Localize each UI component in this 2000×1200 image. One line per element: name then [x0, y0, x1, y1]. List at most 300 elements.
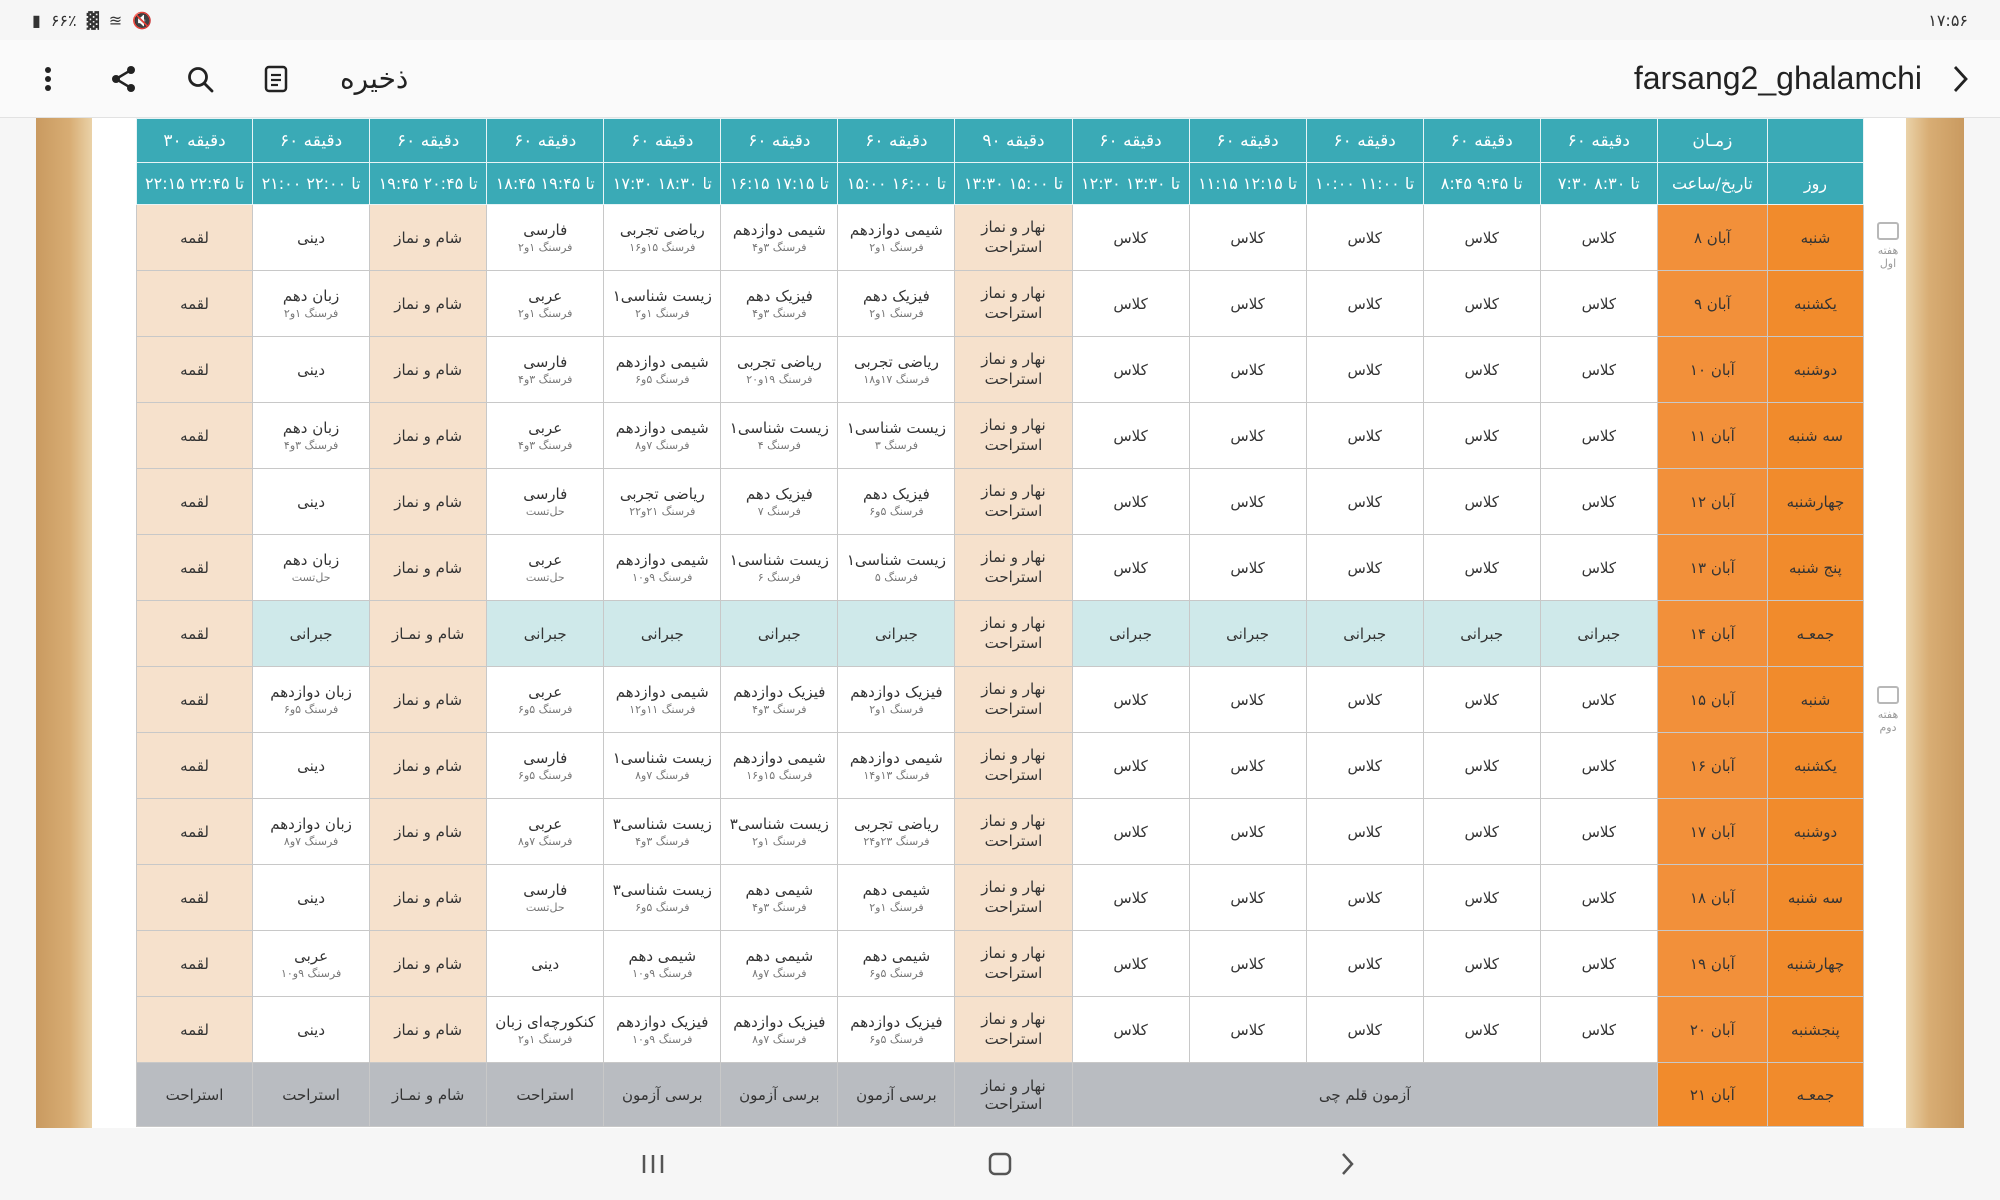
subject-note: فرسنگ ۳و۴ — [635, 835, 690, 848]
day-cell: دوشنبه — [1767, 799, 1863, 865]
subject-note: فرسنگ ۷و۸ — [518, 835, 573, 848]
class-cell: کلاس — [1540, 733, 1657, 799]
subject-note: فرسنگ ۱و۲ — [869, 703, 924, 716]
subject-label: شیمی دوازدهم — [615, 353, 709, 371]
status-icons — [32, 11, 152, 30]
class-cell: کلاس — [1189, 997, 1306, 1063]
class-cell: کلاس — [1540, 667, 1657, 733]
subject-label: عربی — [528, 683, 563, 701]
class-cell: جبرانی — [1306, 601, 1423, 667]
header-duration-cell: ۶۰ دقیقه — [370, 119, 487, 163]
lunch-cell: نهار و نماز استراحت — [955, 337, 1072, 403]
schedule-row — [137, 997, 1864, 1063]
study-slot-cell — [604, 271, 721, 337]
header-time-cell: ۱۷:۳۰ تا ۱۸:۳۰ — [604, 163, 721, 205]
share-icon[interactable] — [104, 59, 144, 99]
lunch-cell: نهار و نماز استراحت — [955, 931, 1072, 997]
study-slot-cell — [487, 865, 604, 931]
subject-note: فرسنگ ۲۱و۲۲ — [629, 505, 696, 518]
toolbar — [0, 40, 2000, 118]
dinner-cell: شام و نماز — [370, 931, 487, 997]
clock: ۱۷:۵۶ — [1928, 10, 1968, 30]
header-time-cell: ۸:۴۵ تا ۹:۴۵ — [1423, 163, 1540, 205]
study-slot-cell — [604, 733, 721, 799]
subject-label: زیست شناسی۳ — [729, 815, 829, 833]
schedule-row — [137, 205, 1864, 271]
more-options-icon[interactable] — [28, 59, 68, 99]
class-cell: کلاس — [1423, 403, 1540, 469]
wifi-icon: ≊ — [108, 10, 123, 30]
header-duration-cell: ۶۰ دقیقه — [1306, 119, 1423, 163]
subject-label: فیزیک دوازدهم — [616, 1013, 709, 1031]
subject-note: فرسنگ ۹و۱۰ — [280, 967, 342, 980]
subject-note: فرسنگ ۵و۶ — [518, 769, 573, 782]
day-cell: چهارشنبه — [1767, 469, 1863, 535]
subject-note: فرسنگ ۷و۸ — [752, 967, 807, 980]
subject-note: فرسنگ ۹و۱۰ — [632, 571, 693, 584]
study-slot-cell — [487, 733, 604, 799]
class-cell: جبرانی — [1072, 601, 1189, 667]
subject-note: فرسنگ ۱و۲ — [518, 1033, 573, 1046]
class-cell: جبرانی — [1423, 601, 1540, 667]
subject-note: حل‌تست — [525, 571, 565, 584]
date-cell: ۸ آبان — [1657, 205, 1767, 271]
header-time-cell: ۱۶:۱۵ تا ۱۷:۱۵ — [721, 163, 838, 205]
study-slot-cell — [253, 403, 370, 469]
study-slot-cell — [253, 733, 370, 799]
subject-label: شیمی دهم — [862, 881, 931, 899]
lunch-cell: نهار و نماز استراحت — [955, 1063, 1072, 1127]
schedule-row — [137, 271, 1864, 337]
back-button[interactable] — [1327, 1144, 1367, 1184]
date-cell: ۱۸ آبان — [1657, 865, 1767, 931]
date-cell: ۱۱ آبان — [1657, 403, 1767, 469]
snack-cell: لقمه — [137, 403, 253, 469]
class-cell: کلاس — [1189, 535, 1306, 601]
study-slot-cell — [838, 931, 955, 997]
review-cell: برسی آزمون — [838, 1063, 955, 1127]
class-cell: کلاس — [1072, 931, 1189, 997]
study-slot-cell — [838, 733, 955, 799]
study-slot-cell — [253, 601, 370, 667]
subject-note: فرسنگ ۱۳و۱۴ — [863, 769, 930, 782]
study-slot-cell — [838, 469, 955, 535]
schedule-row — [137, 601, 1864, 667]
study-slot-cell — [604, 997, 721, 1063]
subject-label: فیزیک دهم — [862, 485, 930, 503]
day-cell: شنبه — [1767, 205, 1863, 271]
dinner-cell: شام و نماز — [370, 337, 487, 403]
calendar-icon — [1877, 222, 1899, 240]
subject-label: دینی — [297, 492, 326, 511]
subject-note: فرسنگ ۷و۸ — [283, 835, 339, 848]
study-slot-cell — [838, 403, 955, 469]
study-slot-cell — [721, 469, 838, 535]
subject-note: فرسنگ ۵و۶ — [869, 967, 924, 980]
study-slot-cell — [487, 271, 604, 337]
header-duration-cell: ۶۰ دقیقه — [1540, 119, 1657, 163]
subject-label: شیمی دوازدهم — [732, 221, 826, 239]
class-cell: کلاس — [1306, 469, 1423, 535]
study-slot-cell — [838, 601, 955, 667]
lunch-cell: نهار و نماز استراحت — [955, 997, 1072, 1063]
study-slot-cell — [604, 403, 721, 469]
snack-cell: لقمه — [137, 799, 253, 865]
subject-note: فرسنگ ۳و۴ — [752, 703, 807, 716]
document-title: farsang2_ghalamchi — [1633, 60, 1922, 96]
home-button[interactable] — [980, 1144, 1020, 1184]
dinner-cell: شام و نماز — [370, 271, 487, 337]
study-slot-cell — [487, 469, 604, 535]
study-slot-cell — [253, 271, 370, 337]
battery-level: ۶۶٪ — [50, 10, 77, 30]
save-button[interactable]: ذخیره — [340, 62, 409, 95]
subject-label: شیمی دهم — [628, 947, 697, 965]
class-cell: کلاس — [1540, 271, 1657, 337]
subject-note: حل‌تست — [525, 505, 565, 518]
header-duration-cell: ۶۰ دقیقه — [1423, 119, 1540, 163]
header-time-cell: ۷:۳۰ تا ۸:۳۰ — [1540, 163, 1657, 205]
study-slot-cell — [604, 469, 721, 535]
header-duration-cell — [1767, 119, 1863, 163]
class-cell: کلاس — [1540, 799, 1657, 865]
class-cell: کلاس — [1072, 799, 1189, 865]
class-cell: کلاس — [1423, 271, 1540, 337]
status-bar — [0, 0, 2000, 40]
week-1-label: هفته اول — [1868, 222, 1908, 270]
class-cell: کلاس — [1423, 667, 1540, 733]
study-slot-cell — [253, 997, 370, 1063]
study-slot-cell — [253, 535, 370, 601]
subject-label: فیزیک دوازدهم — [733, 1013, 826, 1031]
header-duration-cell: ۳۰ دقیقه — [137, 119, 253, 163]
study-slot-cell — [604, 205, 721, 271]
date-cell: ۱۹ آبان — [1657, 931, 1767, 997]
header-time-cell: ۱۸:۴۵ تا ۱۹:۴۵ — [487, 163, 604, 205]
study-slot-cell — [604, 865, 721, 931]
class-cell: کلاس — [1072, 469, 1189, 535]
date-cell: ۲۰ آبان — [1657, 997, 1767, 1063]
subject-note: فرسنگ ۵ — [874, 571, 918, 584]
dinner-cell: شام و نماز — [370, 205, 487, 271]
header-duration-cell: ۹۰ دقیقه — [955, 119, 1072, 163]
chevron-right-icon[interactable] — [1940, 59, 1980, 99]
class-cell: کلاس — [1540, 865, 1657, 931]
subject-note: فرسنگ ۵و۶ — [635, 901, 690, 914]
study-slot-cell — [838, 535, 955, 601]
class-cell: کلاس — [1189, 337, 1306, 403]
class-cell: کلاس — [1540, 469, 1657, 535]
class-cell: کلاس — [1072, 271, 1189, 337]
mute-icon: 🔇 — [132, 10, 153, 30]
study-slot-cell — [721, 667, 838, 733]
subject-label: شیمی دوازدهم — [615, 683, 709, 701]
recent-apps-button[interactable] — [633, 1144, 673, 1184]
subject-note: فرسنگ ۳و۴ — [752, 241, 807, 254]
study-slot-cell — [253, 799, 370, 865]
class-cell: کلاس — [1423, 469, 1540, 535]
week-2-label: هفته دوم — [1868, 686, 1908, 734]
class-cell: کلاس — [1189, 733, 1306, 799]
day-cell: یکشنبه — [1767, 733, 1863, 799]
study-slot-cell — [721, 337, 838, 403]
schedule-row — [137, 337, 1864, 403]
subject-note: حل‌تست — [525, 901, 565, 914]
lunch-cell: نهار و نماز استراحت — [955, 403, 1072, 469]
subject-label: کنکورچه‌ای زبان — [495, 1013, 596, 1031]
snack-cell: لقمه — [137, 733, 253, 799]
subject-note: فرسنگ ۱و۲ — [635, 307, 690, 320]
study-slot-cell — [838, 337, 955, 403]
date-cell: ۱۰ آبان — [1657, 337, 1767, 403]
signal-icon: ▓ — [86, 10, 99, 30]
study-slot-cell — [487, 931, 604, 997]
subject-label: ریاضی تجربی — [854, 815, 939, 833]
subject-note: فرسنگ ۱و۲ — [518, 307, 573, 320]
subject-label: زیست شناسی۱ — [729, 419, 829, 437]
header-time-cell: ۱۵:۰۰ تا ۱۶:۰۰ — [838, 163, 955, 205]
review-cell: برسی آزمون — [604, 1063, 721, 1127]
study-slot-cell — [721, 535, 838, 601]
header-time-cell: ۱۳:۳۰ تا ۱۵:۰۰ — [955, 163, 1072, 205]
navigation-bar — [0, 1128, 2000, 1200]
class-cell: کلاس — [1072, 337, 1189, 403]
subject-label: ریاضی تجربی — [619, 485, 705, 503]
subject-label: ریاضی تجربی — [854, 353, 939, 371]
study-slot-cell — [487, 205, 604, 271]
dinner-cell: شام و نمـاز — [370, 1063, 487, 1127]
subject-note: فرسنگ ۳و۴ — [752, 901, 807, 914]
header-duration-cell: ۶۰ دقیقه — [604, 119, 721, 163]
class-cell: کلاس — [1189, 271, 1306, 337]
class-cell: کلاس — [1540, 997, 1657, 1063]
date-cell: ۱۲ آبان — [1657, 469, 1767, 535]
subject-note: فرسنگ ۱۵و۱۶ — [629, 241, 696, 254]
day-cell: چهارشنبه — [1767, 931, 1863, 997]
snack-cell: لقمه — [137, 865, 253, 931]
header-time-cell: ۱۹:۴۵ تا ۲۰:۴۵ — [370, 163, 487, 205]
study-slot-cell — [604, 667, 721, 733]
class-cell: کلاس — [1423, 931, 1540, 997]
class-cell: کلاس — [1189, 205, 1306, 271]
lunch-cell: نهار و نماز استراحت — [955, 601, 1072, 667]
snack-cell: لقمه — [137, 469, 253, 535]
header-duration-cell: زمـان — [1657, 119, 1767, 163]
snack-cell: لقمه — [137, 535, 253, 601]
date-cell: ۱۵ آبان — [1657, 667, 1767, 733]
date-cell: ۱۴ آبان — [1657, 601, 1767, 667]
header-time-cell: روز — [1767, 163, 1863, 205]
subject-label: شیمی دهم — [862, 947, 931, 965]
subject-note: فرسنگ ۵و۶ — [518, 703, 573, 716]
day-cell: یکشنبه — [1767, 271, 1863, 337]
lunch-cell: نهار و نماز استراحت — [955, 205, 1072, 271]
class-cell: جبرانی — [1189, 601, 1306, 667]
study-slot-cell — [487, 997, 604, 1063]
subject-note: فرسنگ ۱۷و۱۸ — [863, 373, 930, 386]
day-cell: جمعـه — [1767, 1063, 1863, 1127]
snack-cell: لقمه — [137, 667, 253, 733]
dinner-cell: شام و نماز — [370, 403, 487, 469]
subject-label: زیست شناسی۳ — [612, 815, 712, 833]
class-cell: کلاس — [1189, 931, 1306, 997]
subject-label: دینی — [297, 1020, 326, 1039]
subject-note: فرسنگ ۴ — [757, 439, 801, 452]
class-cell: کلاس — [1423, 799, 1540, 865]
class-cell: کلاس — [1072, 667, 1189, 733]
day-cell: سه شنبه — [1767, 403, 1863, 469]
date-cell: ۱۳ آبان — [1657, 535, 1767, 601]
date-cell: ۱۷ آبان — [1657, 799, 1767, 865]
subject-label: زبان دهم — [282, 419, 340, 437]
dinner-cell: شام و نماز — [370, 799, 487, 865]
class-cell: کلاس — [1072, 733, 1189, 799]
subject-note: فرسنگ ۵و۶ — [635, 373, 690, 386]
class-cell: کلاس — [1423, 997, 1540, 1063]
day-cell: دوشنبه — [1767, 337, 1863, 403]
subject-label: شیمی دوازدهم — [732, 749, 826, 767]
review-cell: برسی آزمون — [721, 1063, 838, 1127]
subject-label: شیمی دوازدهم — [615, 551, 709, 569]
header-duration-row — [137, 119, 1864, 163]
subject-label: فیزیک دوازدهم — [850, 1013, 943, 1031]
schedule-row — [137, 865, 1864, 931]
header-duration-cell: ۶۰ دقیقه — [838, 119, 955, 163]
calendar-icon — [1877, 686, 1899, 704]
subject-note: فرسنگ ۱۱و۱۲ — [629, 703, 696, 716]
study-slot-cell — [253, 931, 370, 997]
subject-note: فرسنگ ۹و۱۰ — [632, 1033, 693, 1046]
subject-label: عربی — [528, 551, 563, 569]
class-cell: کلاس — [1540, 535, 1657, 601]
header-time-cell: تاریخ/ساعت — [1657, 163, 1767, 205]
subject-note: فرسنگ ۳و۴ — [283, 439, 339, 452]
study-slot-cell — [487, 337, 604, 403]
day-cell: شنبه — [1767, 667, 1863, 733]
subject-label: زیست شناسی۱ — [729, 551, 829, 569]
snack-cell: لقمه — [137, 271, 253, 337]
exam-cell: آزمون قلم چی — [1072, 1063, 1657, 1127]
class-cell: کلاس — [1072, 205, 1189, 271]
header-time-cell: ۱۲:۳۰ تا ۱۳:۳۰ — [1072, 163, 1189, 205]
subject-label: جبرانی — [523, 624, 567, 643]
study-slot-cell — [604, 337, 721, 403]
subject-label: فارسی — [523, 749, 568, 767]
class-cell: کلاس — [1189, 667, 1306, 733]
subject-note: فرسنگ ۱و۲ — [518, 241, 573, 254]
class-cell: کلاس — [1306, 667, 1423, 733]
header-time-row — [137, 163, 1864, 205]
class-cell: کلاس — [1306, 799, 1423, 865]
dinner-cell: شام و نماز — [370, 535, 487, 601]
snack-cell: لقمه — [137, 337, 253, 403]
study-slot-cell — [487, 535, 604, 601]
subject-label: جبرانی — [640, 624, 684, 643]
class-cell: کلاس — [1306, 931, 1423, 997]
subject-note: فرسنگ ۳ — [874, 439, 918, 452]
lunch-cell: نهار و نماز استراحت — [955, 799, 1072, 865]
subject-label: فیزیک دوازدهم — [850, 683, 943, 701]
subject-label: جبرانی — [874, 624, 918, 643]
class-cell: کلاس — [1306, 535, 1423, 601]
subject-label: شیمی دوازدهم — [615, 419, 709, 437]
study-slot-cell — [604, 931, 721, 997]
schedule-row — [137, 403, 1864, 469]
subject-label: عربی — [528, 815, 563, 833]
class-cell: کلاس — [1423, 733, 1540, 799]
subject-label: زبان دوازدهم — [270, 683, 352, 701]
dinner-cell: شام و نماز — [370, 865, 487, 931]
rest-cell: استراحت — [253, 1063, 370, 1127]
rest-cell: استراحت — [137, 1063, 253, 1127]
class-cell: کلاس — [1423, 535, 1540, 601]
class-cell: کلاس — [1540, 205, 1657, 271]
subject-label: جبرانی — [289, 624, 333, 643]
lunch-cell: نهار و نماز استراحت — [955, 469, 1072, 535]
subject-label: ریاضی تجربی — [619, 221, 705, 239]
class-cell: کلاس — [1306, 271, 1423, 337]
snack-cell: لقمه — [137, 931, 253, 997]
day-cell: پنج شنبه — [1767, 535, 1863, 601]
schedule-row — [137, 733, 1864, 799]
class-cell: کلاس — [1189, 469, 1306, 535]
paper-border-left — [36, 118, 92, 1128]
study-slot-cell — [487, 601, 604, 667]
subject-label: جبرانی — [757, 624, 801, 643]
study-slot-cell — [604, 799, 721, 865]
header-duration-cell: ۶۰ دقیقه — [1072, 119, 1189, 163]
subject-note: فرسنگ ۷و۸ — [635, 769, 690, 782]
study-slot-cell — [487, 403, 604, 469]
study-slot-cell — [721, 799, 838, 865]
header-duration-cell: ۶۰ دقیقه — [1189, 119, 1306, 163]
class-cell: کلاس — [1540, 931, 1657, 997]
subject-label: فارسی — [523, 221, 568, 239]
subject-label: شیمی دوازدهم — [849, 221, 943, 239]
day-cell: پنجشنبه — [1767, 997, 1863, 1063]
subject-label: زبان دهم — [282, 551, 340, 569]
subject-note: فرسنگ ۶ — [757, 571, 801, 584]
subject-label: شیمی دوازدهم — [849, 749, 943, 767]
class-cell: کلاس — [1423, 865, 1540, 931]
battery-icon: ▮ — [32, 10, 41, 30]
document-icon[interactable] — [256, 59, 296, 99]
subject-label: فیزیک دهم — [862, 287, 930, 305]
subject-label: ریاضی تجربی — [736, 353, 822, 371]
lunch-cell: نهار و نماز استراحت — [955, 865, 1072, 931]
subject-label: زیست شناسی۱ — [846, 551, 946, 569]
study-slot-cell — [721, 271, 838, 337]
subject-note: فرسنگ ۱و۲ — [752, 835, 807, 848]
subject-label: زیست شناسی۱ — [612, 287, 712, 305]
date-cell: ۱۶ آبان — [1657, 733, 1767, 799]
study-slot-cell — [487, 667, 604, 733]
subject-label: دینی — [297, 360, 326, 379]
subject-label: زیست شناسی۱ — [846, 419, 946, 437]
study-slot-cell — [253, 205, 370, 271]
subject-note: فرسنگ ۱و۲ — [283, 307, 339, 320]
day-cell: سه شنبه — [1767, 865, 1863, 931]
subject-note: فرسنگ ۳و۴ — [752, 307, 807, 320]
header-time-cell: ۱۰:۰۰ تا ۱۱:۰۰ — [1306, 163, 1423, 205]
subject-label: دینی — [297, 888, 326, 907]
snack-cell: لقمه — [137, 997, 253, 1063]
subject-note: فرسنگ ۵و۶ — [869, 1033, 924, 1046]
class-cell: کلاس — [1306, 337, 1423, 403]
study-slot-cell — [604, 535, 721, 601]
subject-note: فرسنگ ۳و۴ — [518, 373, 573, 386]
search-icon[interactable] — [180, 59, 220, 99]
